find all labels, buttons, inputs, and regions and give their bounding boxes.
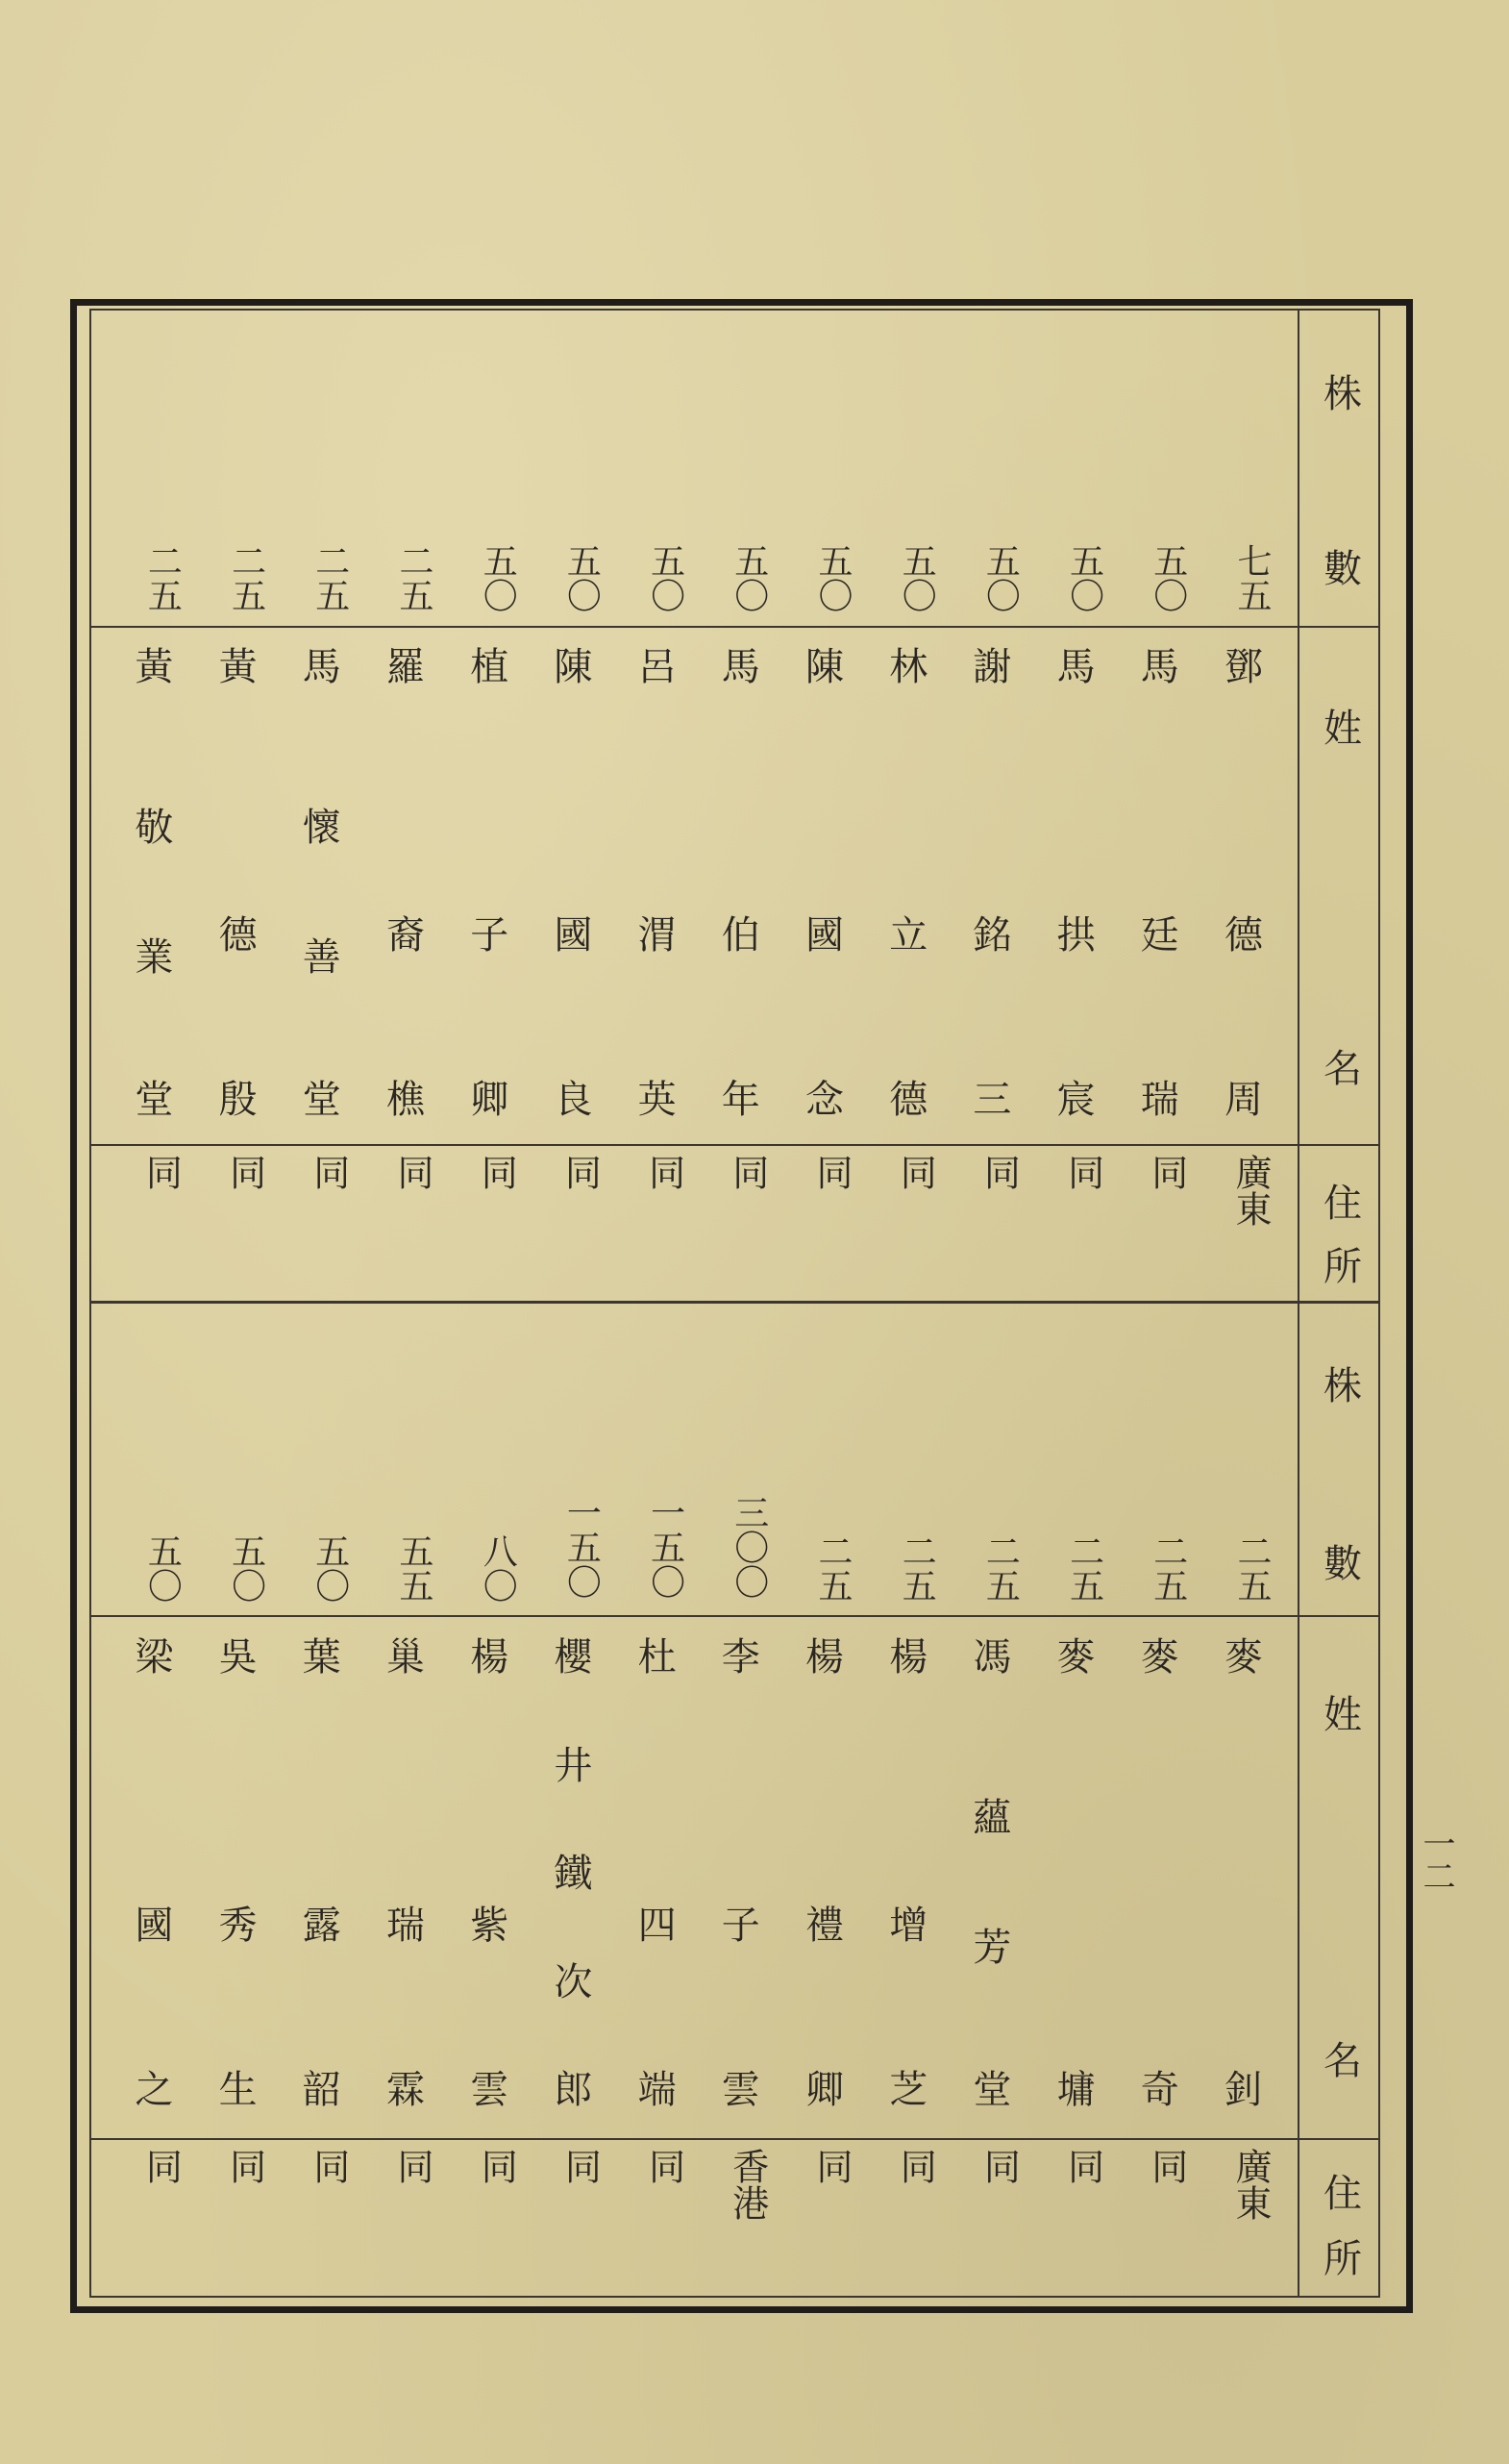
name-character: 露	[302, 1904, 341, 1948]
name-character: 梁	[135, 1635, 174, 1680]
share-count: 五五	[394, 1533, 433, 1603]
name-character: 德	[1225, 913, 1263, 958]
name-character: 樵	[386, 1078, 425, 1122]
address: 同	[475, 1154, 518, 1190]
name-character: 伯	[721, 913, 760, 958]
page-number: 一二	[1417, 1827, 1455, 1892]
address: 同	[223, 2148, 266, 2184]
share-count: 五〇	[645, 543, 685, 612]
share-count: 五〇	[309, 1533, 350, 1603]
share-count: 五〇	[561, 543, 602, 612]
name-character: 殷	[218, 1078, 258, 1122]
name-character: 杜	[637, 1635, 677, 1680]
upper-header-address-1: 住	[1323, 1182, 1362, 1226]
name-character: 陳	[805, 645, 844, 689]
name-character: 銘	[973, 913, 1012, 958]
share-count: 五〇	[478, 543, 518, 612]
address: 同	[977, 1154, 1021, 1190]
name-character: 次	[554, 1959, 593, 2004]
name-character: 之	[135, 2068, 174, 2112]
address: 同	[726, 1154, 769, 1190]
name-character: 楊	[889, 1635, 928, 1680]
name-character: 德	[889, 1078, 928, 1122]
name-character: 德	[218, 913, 258, 958]
share-count: 二五	[897, 1533, 937, 1603]
address: 同	[642, 2148, 685, 2184]
name-character: 裔	[386, 913, 425, 958]
name-character: 黃	[135, 645, 174, 689]
name-character: 端	[637, 2068, 677, 2112]
name-character: 國	[554, 913, 593, 958]
share-count: 二五	[142, 543, 183, 612]
lower-header-name-1: 姓	[1323, 1693, 1362, 1737]
share-count: 五〇	[729, 543, 769, 612]
share-count: 五〇	[897, 543, 937, 612]
name-character: 子	[721, 1904, 760, 1948]
name-character: 子	[470, 913, 509, 958]
name-character: 韶	[302, 2068, 341, 2112]
name-character: 卿	[470, 1078, 509, 1122]
upper-header-shares-2: 數	[1323, 547, 1362, 591]
name-character: 周	[1225, 1078, 1263, 1122]
address: 同	[977, 2148, 1021, 2184]
name-character: 李	[721, 1635, 760, 1680]
name-character: 瑞	[386, 1904, 425, 1948]
share-count: 五〇	[1064, 543, 1104, 612]
share-count: 五〇	[813, 543, 853, 612]
name-character: 謝	[973, 645, 1012, 689]
name-character: 雲	[721, 2068, 760, 2112]
upper-header-shares-1: 株	[1323, 372, 1362, 416]
name-character: 墉	[1056, 2068, 1096, 2112]
name-character: 馬	[302, 645, 341, 689]
address: 同	[1145, 1154, 1188, 1190]
name-character: 敬	[135, 805, 174, 850]
name-character: 卿	[805, 2068, 844, 2112]
lower-address-divider	[91, 2138, 1298, 2140]
address: 香港	[726, 2148, 769, 2221]
name-character: 芝	[889, 2068, 928, 2112]
address: 同	[307, 1154, 350, 1190]
address: 同	[307, 2148, 350, 2184]
name-character: 麥	[1225, 1635, 1263, 1680]
name-character: 雲	[470, 2068, 509, 2112]
lower-shares-divider	[91, 1615, 1298, 1617]
address: 廣東	[1229, 2148, 1272, 2221]
name-character: 井	[554, 1743, 593, 1788]
name-character: 懷	[302, 805, 341, 850]
name-character: 善	[302, 934, 341, 980]
name-character: 郎	[554, 2068, 593, 2112]
address: 同	[894, 2148, 937, 2184]
name-character: 渭	[637, 913, 677, 958]
lower-header-divider-2	[1299, 2138, 1378, 2140]
upper-header-divider-1	[1299, 626, 1378, 628]
name-character: 羅	[386, 645, 425, 689]
name-character: 馬	[1140, 645, 1179, 689]
name-character: 楊	[470, 1635, 509, 1680]
address: 同	[1145, 2148, 1188, 2184]
name-character: 蘊	[973, 1795, 1012, 1840]
address: 同	[642, 1154, 685, 1190]
name-character: 念	[805, 1078, 844, 1122]
name-character: 呂	[637, 645, 677, 689]
name-character: 國	[805, 913, 844, 958]
name-character: 黃	[218, 645, 258, 689]
name-character: 鐵	[554, 1852, 593, 1896]
name-character: 植	[470, 645, 509, 689]
name-character: 拱	[1056, 913, 1096, 958]
share-count: 二五	[394, 543, 433, 612]
address: 同	[1061, 1154, 1104, 1190]
address: 同	[810, 2148, 853, 2184]
upper-address-divider	[91, 1144, 1298, 1146]
name-character: 四	[637, 1904, 677, 1948]
address: 同	[391, 1154, 433, 1190]
share-count: 五〇	[142, 1533, 183, 1603]
lower-header-address-1: 住	[1323, 2172, 1362, 2216]
name-character: 英	[637, 1078, 677, 1122]
upper-header-address-2: 所	[1323, 1245, 1362, 1289]
name-character: 禮	[805, 1904, 844, 1948]
name-character: 奇	[1140, 2068, 1179, 2112]
name-character: 麥	[1140, 1635, 1179, 1680]
share-count: 二五	[1148, 1533, 1188, 1603]
name-character: 馬	[1056, 645, 1096, 689]
name-character: 林	[889, 645, 928, 689]
share-count: 五〇	[226, 1533, 266, 1603]
share-count: 七五	[1232, 543, 1272, 612]
name-character: 立	[889, 913, 928, 958]
share-count: 一五〇	[561, 1495, 602, 1599]
name-character: 馬	[721, 645, 760, 689]
name-character: 芳	[973, 1925, 1012, 1970]
name-character: 堂	[135, 1078, 174, 1122]
share-count: 五〇	[1148, 543, 1188, 612]
lower-header-shares-1: 株	[1323, 1364, 1362, 1408]
share-count: 二五	[226, 543, 266, 612]
name-character: 鄧	[1225, 645, 1263, 689]
lower-header-shares-2: 數	[1323, 1542, 1362, 1586]
name-character: 霖	[386, 2068, 425, 2112]
share-count: 五〇	[980, 543, 1021, 612]
address: 同	[1061, 2148, 1104, 2184]
name-character: 陳	[554, 645, 593, 689]
share-count: 二五	[813, 1533, 853, 1603]
name-character: 巢	[386, 1635, 425, 1680]
address: 同	[223, 1154, 266, 1190]
share-count: 二五	[980, 1533, 1021, 1603]
name-character: 瑞	[1140, 1078, 1179, 1122]
name-character: 麥	[1056, 1635, 1096, 1680]
name-character: 釗	[1225, 2068, 1263, 2112]
name-character: 秀	[218, 1904, 258, 1948]
name-character: 吳	[218, 1635, 258, 1680]
address: 同	[810, 1154, 853, 1190]
name-character: 良	[554, 1078, 593, 1122]
share-count: 一五〇	[645, 1495, 685, 1599]
name-character: 宸	[1056, 1078, 1096, 1122]
share-count: 二五	[1232, 1533, 1272, 1603]
lower-header-divider-1	[1299, 1615, 1378, 1617]
address: 同	[475, 2148, 518, 2184]
address: 同	[139, 1154, 183, 1190]
share-count: 三〇〇	[729, 1495, 769, 1599]
name-character: 紫	[470, 1904, 509, 1948]
address: 同	[391, 2148, 433, 2184]
name-character: 增	[889, 1904, 928, 1948]
upper-shares-divider	[91, 626, 1298, 628]
upper-header-divider-2	[1299, 1144, 1378, 1146]
share-count: 二五	[309, 543, 350, 612]
address: 同	[558, 2148, 602, 2184]
name-character: 國	[135, 1904, 174, 1948]
address: 同	[139, 2148, 183, 2184]
name-character: 廷	[1140, 913, 1179, 958]
lower-header-address-2: 所	[1323, 2237, 1362, 2281]
name-character: 馮	[973, 1635, 1012, 1680]
upper-header-name-1: 姓	[1323, 707, 1362, 751]
name-character: 生	[218, 2068, 258, 2112]
name-character: 葉	[302, 1635, 341, 1680]
name-character: 三	[973, 1078, 1012, 1122]
name-character: 業	[135, 934, 174, 980]
block-divider	[91, 1301, 1378, 1304]
address: 廣東	[1229, 1154, 1272, 1227]
share-count: 八〇	[478, 1533, 518, 1603]
name-character: 櫻	[554, 1635, 593, 1680]
lower-header-name-2: 名	[1323, 2039, 1362, 2083]
name-character: 堂	[973, 2068, 1012, 2112]
address: 同	[894, 1154, 937, 1190]
name-character: 年	[721, 1078, 760, 1122]
name-character: 楊	[805, 1635, 844, 1680]
address: 同	[558, 1154, 602, 1190]
name-character: 堂	[302, 1078, 341, 1122]
upper-header-name-2: 名	[1323, 1047, 1362, 1091]
share-count: 二五	[1064, 1533, 1104, 1603]
